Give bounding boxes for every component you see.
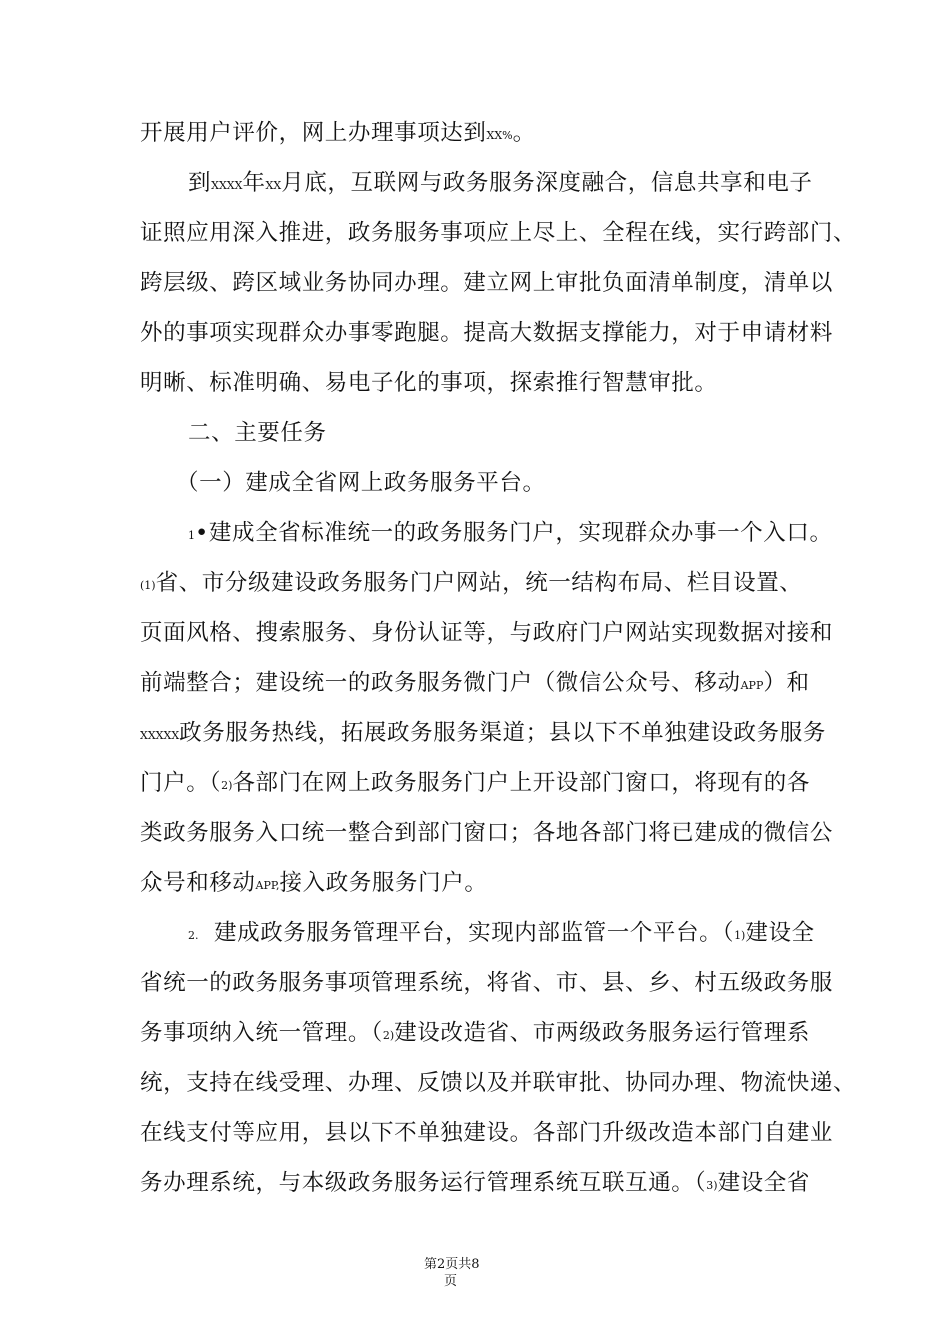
text-line-1: 开展用户评价，网上办理事项达到XX%。 (140, 120, 536, 146)
text-line-2: 到XXXX年XX月底，互联网与政务服务深度融合，信息共享和电子 (188, 170, 813, 196)
text-line-15: 类政务服务入口统一整合到部门窗口；各地各部门将已建成的微信公 (140, 820, 834, 846)
text-line-21: 在线支付等应用，县以下不单独建设。各部门升级改造本部门自建业 (140, 1120, 834, 1146)
section-heading: 二、主要任务 (188, 420, 327, 446)
text-line-18: 省统一的政务服务事项管理系统，将省、市、县、乡、村五级政务服 (140, 970, 834, 996)
text-line-22: 务办理系统，与本级政务服务运行管理系统互联互通。（3)建设全省 (140, 1170, 810, 1196)
text-line-10: (1)省、市分级建设政务服务门户网站，统一结构布局、栏目设置、 (140, 570, 803, 596)
page-number-line-2: 页 (444, 1274, 458, 1289)
text-line-14: 门户。（2)各部门在网上政务服务门户上开设部门窗口，将现有的各 (140, 770, 810, 796)
text-line-13: XXXXX政务服务热线，拓展政务服务渠道；县以下不单独建设政务服务 (140, 720, 826, 746)
text-line-11: 页面风格、搜索服务、身份认证等，与政府门户网站实现数据对接和 (140, 620, 834, 646)
text-line-9: 1•建成全省标准统一的政务服务门户，实现群众办事一个入口。 (188, 520, 833, 546)
text-line-6: 明晰、标准明确、易电子化的事项，探索推行智慧审批。 (140, 370, 718, 396)
subsection-heading: （一）建成全省网上政务服务平台。 (176, 470, 546, 496)
text-line-5: 外的事项实现群众办事零跑腿。提高大数据支撑能力，对于申请材料 (140, 320, 834, 346)
text-line-17: 2. 建成政务服务管理平台，实现内部监管一个平台。（1)建设全 (188, 920, 815, 946)
text-line-4: 跨层级、跨区域业务协同办理。建立网上审批负面清单制度，清单以 (140, 270, 834, 296)
text-line-20: 统，支持在线受理、办理、反馈以及并联审批、协同办理、物流快递、 (140, 1070, 857, 1096)
text-line-3: 证照应用深入推进，政务服务事项应上尽上、全程在线，实行跨部门、 (140, 220, 857, 246)
page-number-footer (418, 1256, 528, 1290)
text-line-12: 前端整合；建设统一的政务服务微门户（微信公众号、移动APP）和 (140, 670, 810, 696)
text-line-19: 务事项纳入统一管理。（2)建设改造省、市两级政务服务运行管理系 (140, 1020, 810, 1046)
page-number-line-1: 第2页共8 (424, 1257, 480, 1272)
text-line-16: 众号和移动APP,接入政务服务门户。 (140, 870, 488, 896)
